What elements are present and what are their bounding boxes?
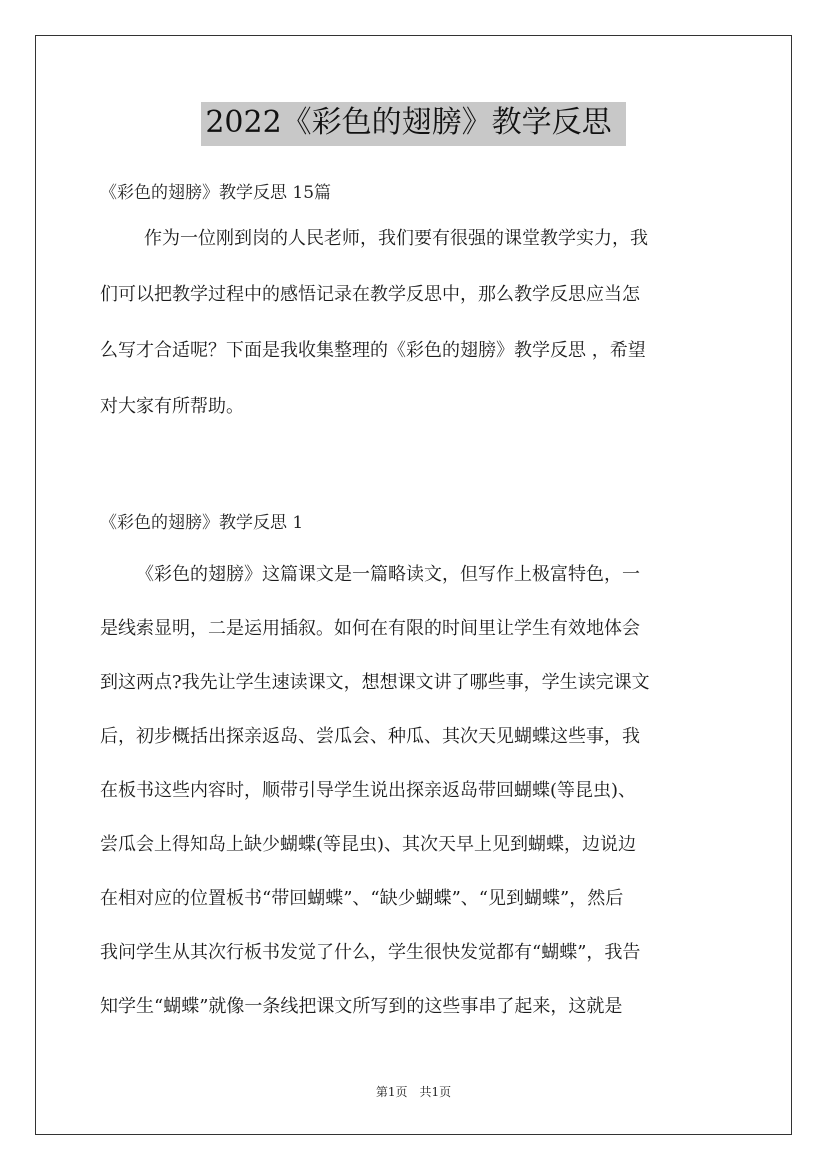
body-line: 后，初步概括出探亲返岛、尝瓜会、种瓜、其次天见蝴蝶这些事，我 [100, 726, 640, 747]
body-line: 我问学生从其次行板书发觉了什么，学生很快发觉都有“蝴蝶”，我告 [100, 942, 641, 963]
document-subtitle: 《彩色的翅膀》教学反思 15篇 [100, 183, 332, 203]
body-line: 在相对应的位置板书“带回蝴蝶”、“缺少蝴蝶”、“见到蝴蝶”，然后 [100, 888, 624, 909]
intro-line: 么写才合适呢？下面是我收集整理的《彩色的翅膀》教学反思 ，希望 [100, 340, 646, 361]
section-heading: 《彩色的翅膀》教学反思 1 [100, 513, 304, 533]
body-line: 在板书这些内容时，顺带引导学生说出探亲返岛带回蝴蝶(等昆虫)、 [100, 780, 637, 801]
page-footer: 第1页 共1页 [375, 1085, 452, 1099]
body-line: 知学生“蝴蝶”就像一条线把课文所写到的这些事串了起来，这就是 [100, 996, 623, 1017]
intro-line: 作为一位刚到岗的人民老师，我们要有很强的课堂教学实力，我 [144, 228, 648, 249]
body-line: 《彩色的翅膀》这篇课文是一篇略读文，但写作上极富特色，一 [136, 564, 640, 585]
intro-line: 对大家有所帮助。 [100, 396, 244, 417]
body-line: 是线索显明，二是运用插叙。如何在有限的时间里让学生有效地体会 [100, 618, 640, 639]
title-wrap [0, 102, 827, 146]
document-title: 2022《彩色的翅膀》教学反思 [201, 102, 625, 146]
body-line: 尝瓜会上得知岛上缺少蝴蝶(等昆虫)、其次天早上见到蝴蝶，边说边 [100, 834, 637, 855]
body-line: 到这两点?我先让学生速读课文，想想课文讲了哪些事，学生读完课文 [100, 672, 650, 693]
intro-line: 们可以把教学过程中的感悟记录在教学反思中，那么教学反思应当怎 [100, 284, 640, 305]
